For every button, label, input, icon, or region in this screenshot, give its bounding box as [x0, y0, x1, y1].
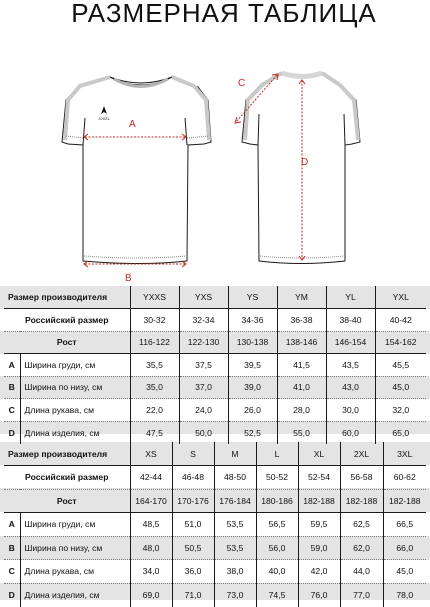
row-letter: A	[8, 519, 15, 530]
row-label: Длина рукава, см	[20, 399, 130, 422]
value-cell: 34,0	[130, 560, 172, 584]
measure-d-label: D	[301, 157, 309, 168]
value-cell: 28,0	[277, 399, 326, 422]
row-letter: A	[8, 359, 15, 370]
back-shirt-drawing	[242, 73, 360, 264]
ru-size-cell: 60-62	[383, 466, 426, 490]
table1-height-label: Рост	[56, 337, 77, 348]
value-cell: 45,5	[375, 354, 426, 377]
row-label: Длина изделия, см	[20, 583, 130, 607]
value-cell: 45,0	[375, 376, 426, 399]
value-cell: 62,0	[340, 536, 383, 560]
value-cell: 39,5	[228, 354, 277, 377]
value-cell: 42,0	[298, 560, 340, 584]
value-cell: 66,0	[383, 536, 426, 560]
row-letter: C	[8, 566, 15, 577]
value-cell: 62,5	[340, 513, 383, 537]
table1-ru-label: Российский размер	[25, 314, 109, 325]
value-cell: 73,0	[214, 583, 256, 607]
table2-row-a	[4, 513, 426, 537]
table1-row-d	[4, 421, 426, 444]
height-cell: 116-122	[130, 331, 179, 354]
row-label: Ширина по низу, см	[20, 376, 130, 399]
page-title: РАЗМЕРНАЯ ТАБЛИЦА	[71, 0, 377, 28]
tshirt-diagram	[0, 28, 430, 284]
row-label: Ширина груди, см	[20, 354, 130, 377]
value-cell: 66,5	[383, 513, 426, 537]
row-letter: B	[8, 542, 15, 553]
size-table-youth	[4, 286, 426, 444]
value-cell: 65,0	[375, 421, 426, 444]
table2-height-label: Рост	[56, 495, 77, 506]
size-cell: L	[256, 442, 298, 466]
row-letter: D	[8, 590, 15, 600]
size-cell: YL	[326, 286, 375, 309]
value-cell: 37,0	[179, 376, 228, 399]
value-cell: 47,5	[130, 421, 179, 444]
value-cell: 56,5	[256, 513, 298, 537]
value-cell: 48,5	[130, 513, 172, 537]
value-cell: 53,5	[214, 513, 256, 537]
size-cell: YM	[277, 286, 326, 309]
value-cell: 41,5	[277, 354, 326, 377]
value-cell: 39,0	[228, 376, 277, 399]
measure-a-label: A	[129, 119, 136, 130]
measure-c-label: C	[238, 78, 246, 89]
value-cell: 50,0	[179, 421, 228, 444]
ru-size-cell: 30-32	[130, 309, 179, 332]
value-cell: 76,0	[298, 583, 340, 607]
ru-size-cell: 42-44	[130, 466, 172, 490]
row-label: Длина изделия, см	[20, 421, 130, 444]
ru-size-cell: 36-38	[277, 309, 326, 332]
size-cell: XS	[130, 442, 172, 466]
ru-size-cell: 40-42	[375, 309, 426, 332]
height-cell: 130-138	[228, 331, 277, 354]
table1-row-a	[4, 354, 426, 377]
value-cell: 37,5	[179, 354, 228, 377]
table1-ru-row	[4, 309, 426, 332]
size-table-adult	[4, 442, 426, 607]
table1-row-c	[4, 399, 426, 422]
brand-text: JOGEL	[98, 117, 110, 121]
value-cell: 77,0	[340, 583, 383, 607]
value-cell: 50,5	[172, 536, 214, 560]
value-cell: 45,0	[383, 560, 426, 584]
table2-ru-label: Российский размер	[25, 472, 109, 483]
value-cell: 56,0	[256, 536, 298, 560]
table2-header-label: Размер производителя	[8, 448, 108, 459]
value-cell: 36,0	[172, 560, 214, 584]
table2-height-row	[4, 489, 426, 513]
height-cell: 182-188	[298, 489, 340, 513]
ru-size-cell: 50-52	[256, 466, 298, 490]
height-cell: 164-170	[130, 489, 172, 513]
value-cell: 24,0	[179, 399, 228, 422]
size-cell: S	[172, 442, 214, 466]
height-cell: 170-176	[172, 489, 214, 513]
value-cell: 52,5	[228, 421, 277, 444]
row-letter: B	[8, 382, 15, 393]
row-letter: C	[8, 404, 15, 415]
height-cell: 138-146	[277, 331, 326, 354]
size-cell: 2XL	[340, 442, 383, 466]
value-cell: 60,0	[326, 421, 375, 444]
value-cell: 26,0	[228, 399, 277, 422]
value-cell: 78,0	[383, 583, 426, 607]
table2-row-b	[4, 536, 426, 560]
value-cell: 48,0	[130, 536, 172, 560]
table2-header-row	[4, 442, 426, 466]
value-cell: 35,5	[130, 354, 179, 377]
value-cell: 53,5	[214, 536, 256, 560]
value-cell: 51,0	[172, 513, 214, 537]
size-cell: YXL	[375, 286, 426, 309]
height-cell: 146-154	[326, 331, 375, 354]
measure-b-label: B	[125, 273, 132, 284]
size-cell: M	[214, 442, 256, 466]
value-cell: 44,0	[340, 560, 383, 584]
height-cell: 122-130	[179, 331, 228, 354]
size-cell: YXXS	[130, 286, 179, 309]
height-cell: 182-188	[383, 489, 426, 513]
size-cell: YS	[228, 286, 277, 309]
front-shirt-drawing	[62, 77, 211, 264]
table2-row-c	[4, 560, 426, 584]
row-label: Ширина груди, см	[20, 513, 130, 537]
ru-size-cell: 46-48	[172, 466, 214, 490]
table1-row-b	[4, 376, 426, 399]
ru-size-cell: 52-54	[298, 466, 340, 490]
ru-size-cell: 56-58	[340, 466, 383, 490]
value-cell: 69,0	[130, 583, 172, 607]
row-label: Ширина по низу, см	[20, 536, 130, 560]
value-cell: 74,5	[256, 583, 298, 607]
row-letter: D	[8, 427, 15, 438]
value-cell: 43,0	[326, 376, 375, 399]
row-label: Длина рукава, см	[20, 560, 130, 584]
table1-header-label: Размер производителя	[8, 292, 108, 302]
size-cell: 3XL	[383, 442, 426, 466]
value-cell: 38,0	[214, 560, 256, 584]
table2-ru-row	[4, 466, 426, 490]
ru-size-cell: 38-40	[326, 309, 375, 332]
size-cell: XL	[298, 442, 340, 466]
ru-size-cell: 34-36	[228, 309, 277, 332]
table1-height-row	[4, 331, 426, 354]
value-cell: 71,0	[172, 583, 214, 607]
value-cell: 22,0	[130, 399, 179, 422]
value-cell: 55,0	[277, 421, 326, 444]
value-cell: 43,5	[326, 354, 375, 377]
size-cell: YXS	[179, 286, 228, 309]
value-cell: 40,0	[256, 560, 298, 584]
height-cell: 176-184	[214, 489, 256, 513]
value-cell: 59,0	[298, 536, 340, 560]
value-cell: 30,0	[326, 399, 375, 422]
value-cell: 41,0	[277, 376, 326, 399]
height-cell: 154-162	[375, 331, 426, 354]
value-cell: 35,0	[130, 376, 179, 399]
table2-row-d	[4, 583, 426, 607]
table1-header-row	[4, 286, 426, 309]
height-cell: 180-186	[256, 489, 298, 513]
value-cell: 32,0	[375, 399, 426, 422]
ru-size-cell: 48-50	[214, 466, 256, 490]
height-cell: 182-188	[340, 489, 383, 513]
ru-size-cell: 32-34	[179, 309, 228, 332]
value-cell: 59,5	[298, 513, 340, 537]
